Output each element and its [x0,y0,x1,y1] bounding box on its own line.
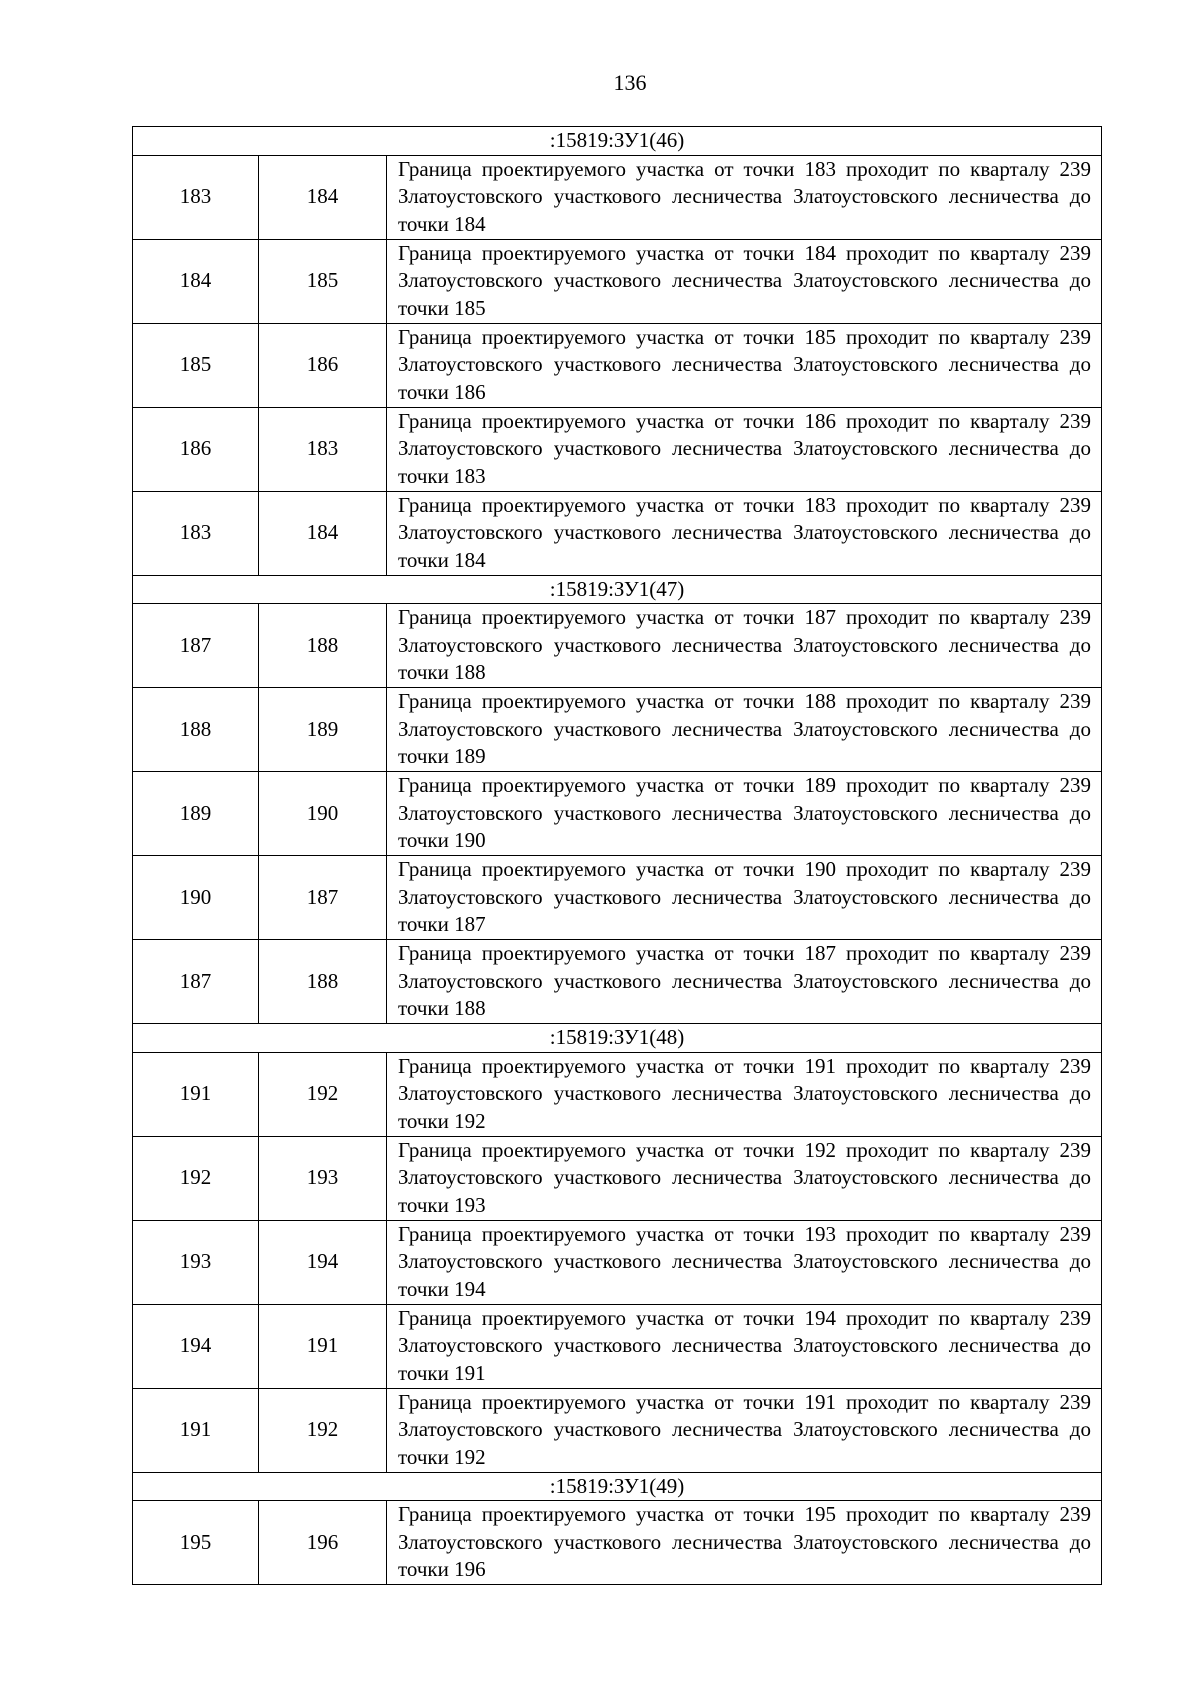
table-row [133,604,1102,688]
table-row [133,239,1102,323]
boundary-description: Граница проектируемого участка от точки 192 проходит по кварталу 239 Златоустовского участкового лесничества Златоустовского лесничества до точки 193 [387,1136,1102,1220]
section-header-row [133,1024,1102,1053]
table-row [133,155,1102,239]
point-to: 184 [259,491,387,575]
point-from: 188 [133,688,259,772]
table-row [133,1136,1102,1220]
section-header-row [133,1472,1102,1501]
point-to: 192 [259,1388,387,1472]
boundary-description: Граница проектируемого участка от точки 185 проходит по кварталу 239 Златоустовского участкового лесничества Златоустовского лесничества до точки 186 [387,323,1102,407]
table-row [133,323,1102,407]
point-to: 193 [259,1136,387,1220]
point-from: 183 [133,155,259,239]
point-from: 184 [133,239,259,323]
boundary-description: Граница проектируемого участка от точки 190 проходит по кварталу 239 Златоустовского участкового лесничества Златоустовского лесничества до точки 187 [387,856,1102,940]
point-to: 188 [259,604,387,688]
boundary-description: Граница проектируемого участка от точки 187 проходит по кварталу 239 Златоустовского участкового лесничества Златоустовского лесничества до точки 188 [387,940,1102,1024]
table-row [133,1304,1102,1388]
point-to: 189 [259,688,387,772]
point-to: 187 [259,856,387,940]
table-row [133,1501,1102,1585]
point-from: 194 [133,1304,259,1388]
section-title: :15819:ЗУ1(46) [133,127,1102,156]
point-to: 188 [259,940,387,1024]
section-header-row [133,575,1102,604]
section-title: :15819:ЗУ1(47) [133,575,1102,604]
point-to: 191 [259,1304,387,1388]
boundary-table [132,126,1102,1585]
point-from: 192 [133,1136,259,1220]
table-row [133,940,1102,1024]
point-to: 194 [259,1220,387,1304]
point-from: 187 [133,940,259,1024]
point-from: 190 [133,856,259,940]
table-row [133,1220,1102,1304]
boundary-description: Граница проектируемого участка от точки 188 проходит по кварталу 239 Златоустовского участкового лесничества Златоустовского лесничества до точки 189 [387,688,1102,772]
point-to: 196 [259,1501,387,1585]
point-to: 185 [259,239,387,323]
point-from: 191 [133,1388,259,1472]
point-to: 190 [259,772,387,856]
table-row [133,856,1102,940]
point-to: 192 [259,1052,387,1136]
boundary-description: Граница проектируемого участка от точки 186 проходит по кварталу 239 Златоустовского участкового лесничества Златоустовского лесничества до точки 183 [387,407,1102,491]
boundary-description: Граница проектируемого участка от точки 183 проходит по кварталу 239 Златоустовского участкового лесничества Златоустовского лесничества до точки 184 [387,491,1102,575]
boundary-description: Граница проектируемого участка от точки 191 проходит по кварталу 239 Златоустовского участкового лесничества Златоустовского лесничества до точки 192 [387,1388,1102,1472]
boundary-description: Граница проектируемого участка от точки 193 проходит по кварталу 239 Златоустовского участкового лесничества Златоустовского лесничества до точки 194 [387,1220,1102,1304]
point-to: 186 [259,323,387,407]
point-from: 189 [133,772,259,856]
boundary-description: Граница проектируемого участка от точки 195 проходит по кварталу 239 Златоустовского участкового лесничества Златоустовского лесничества до точки 196 [387,1501,1102,1585]
table-row [133,1388,1102,1472]
section-title: :15819:ЗУ1(48) [133,1024,1102,1053]
table-row [133,491,1102,575]
point-from: 193 [133,1220,259,1304]
boundary-description: Граница проектируемого участка от точки 194 проходит по кварталу 239 Златоустовского участкового лесничества Златоустовского лесничества до точки 191 [387,1304,1102,1388]
section-title: :15819:ЗУ1(49) [133,1472,1102,1501]
boundary-description: Граница проектируемого участка от точки 187 проходит по кварталу 239 Златоустовского участкового лесничества Златоустовского лесничества до точки 188 [387,604,1102,688]
point-from: 187 [133,604,259,688]
boundary-description: Граница проектируемого участка от точки 191 проходит по кварталу 239 Златоустовского участкового лесничества Златоустовского лесничества до точки 192 [387,1052,1102,1136]
boundary-description: Граница проектируемого участка от точки 183 проходит по кварталу 239 Златоустовского участкового лесничества Златоустовского лесничества до точки 184 [387,155,1102,239]
point-from: 185 [133,323,259,407]
point-from: 183 [133,491,259,575]
table-row [133,688,1102,772]
point-to: 184 [259,155,387,239]
point-from: 186 [133,407,259,491]
boundary-description: Граница проектируемого участка от точки 184 проходит по кварталу 239 Златоустовского участкового лесничества Златоустовского лесничества до точки 185 [387,239,1102,323]
page-number: 136 [613,70,647,95]
table-row [133,772,1102,856]
section-header-row [133,127,1102,156]
table-row [133,1052,1102,1136]
point-from: 195 [133,1501,259,1585]
point-from: 191 [133,1052,259,1136]
table-row [133,407,1102,491]
point-to: 183 [259,407,387,491]
boundary-description: Граница проектируемого участка от точки 189 проходит по кварталу 239 Златоустовского участкового лесничества Златоустовского лесничества до точки 190 [387,772,1102,856]
